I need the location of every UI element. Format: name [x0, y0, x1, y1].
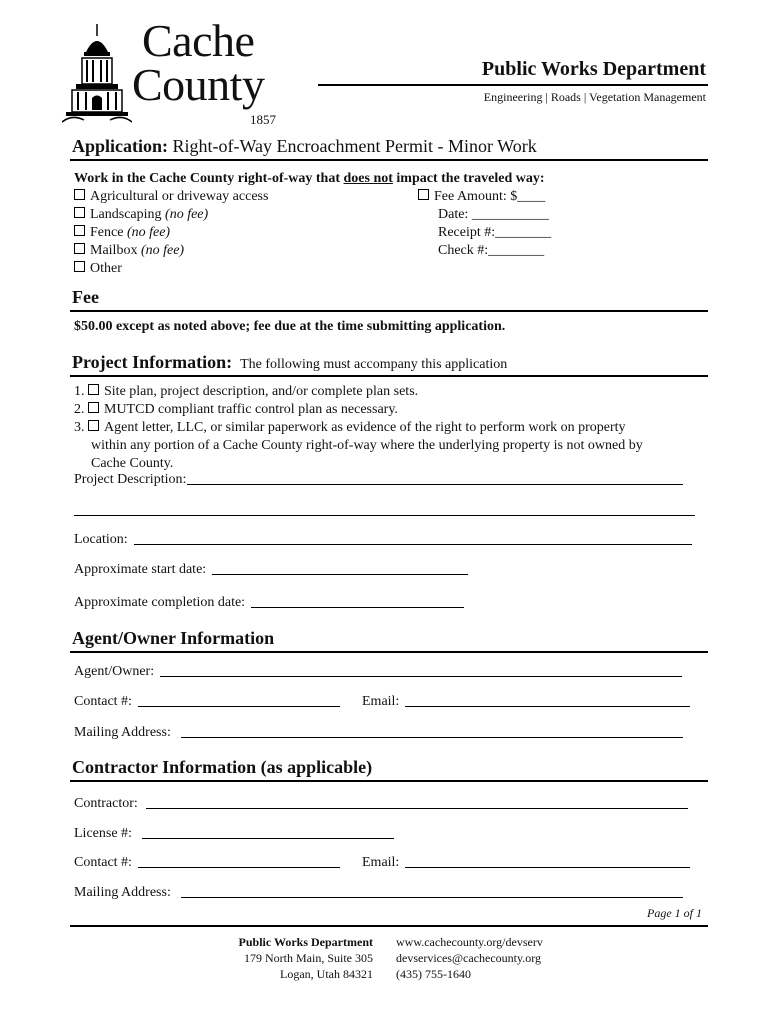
checkbox[interactable]: [88, 420, 99, 431]
project-description-field: [74, 472, 683, 488]
checkbox[interactable]: [74, 243, 85, 254]
license-label: License #:: [74, 826, 132, 841]
agent-contact-field: [74, 694, 340, 710]
logo-county-text: County: [132, 59, 265, 110]
footer-city: Logan, Utah 84321: [280, 967, 373, 981]
requirement-item[interactable]: 1. Site plan, project description, and/or complete plan sets.: [74, 384, 419, 399]
footer-divider: [70, 925, 708, 927]
agent-address-input[interactable]: [181, 736, 683, 738]
office-use: [418, 188, 551, 260]
footer-web[interactable]: www.cachecounty.org/devserv: [396, 935, 543, 949]
contractor-contact-input[interactable]: [138, 866, 340, 868]
contractor-contact-label: Contact #:: [74, 855, 132, 870]
contractor-email-input[interactable]: [405, 866, 690, 868]
office-receipt: Receipt #:________: [438, 225, 552, 240]
application-name: Right-of-Way Encroachment Permit - Minor Work: [172, 136, 537, 156]
checkbox[interactable]: [74, 207, 85, 218]
footer-contact: [396, 934, 543, 982]
option-landscaping[interactable]: Landscaping (no fee): [74, 206, 268, 224]
footer-address: [239, 934, 373, 982]
footer-street: 179 North Main, Suite 305: [244, 951, 373, 965]
page-number: Page 1 of 1: [647, 906, 702, 920]
checkbox[interactable]: [74, 261, 85, 272]
license-field: [74, 826, 394, 842]
header-rule: [318, 84, 708, 86]
project-header: [72, 352, 507, 373]
fee-amount[interactable]: Fee Amount: $____: [418, 188, 551, 206]
agent-address-label: Mailing Address:: [74, 725, 171, 740]
option-other[interactable]: Other: [74, 260, 268, 278]
checkbox[interactable]: [74, 225, 85, 236]
courthouse-icon: [62, 22, 132, 132]
completion-date-input[interactable]: [251, 606, 464, 608]
contractor-title: Contractor Information (as applicable): [72, 757, 373, 777]
subdepartments: Engineering | Roads | Vegetation Management: [483, 90, 706, 104]
checkbox[interactable]: [88, 402, 99, 413]
agent-title: Agent/Owner Information: [72, 628, 275, 648]
work-heading-emphasis: does not: [343, 171, 393, 186]
license-input[interactable]: [142, 837, 394, 839]
contractor-address-label: Mailing Address:: [74, 885, 171, 900]
footer-phone: (435) 755-1640: [396, 967, 471, 981]
agent-owner-input[interactable]: [160, 675, 682, 677]
location-label: Location:: [74, 532, 128, 547]
work-heading: Work in the Cache County right-of-way that does not impact the traveled way:: [74, 171, 545, 186]
option-mailbox[interactable]: Mailbox (no fee): [74, 242, 268, 260]
contractor-input[interactable]: [146, 807, 688, 809]
contractor-address-input[interactable]: [181, 896, 683, 898]
fee-text: $50.00 except as noted above; fee due at the time submitting application.: [74, 319, 506, 334]
agent-email-input[interactable]: [405, 705, 690, 707]
contractor-contact-field: [74, 855, 340, 871]
project-description-label: Project Description:: [74, 472, 187, 487]
contractor-field: [74, 796, 688, 812]
work-options: [74, 188, 268, 278]
agent-owner-label: Agent/Owner:: [74, 664, 155, 679]
project-subtitle: The following must accompany this application: [240, 357, 508, 372]
location-input[interactable]: [134, 543, 692, 545]
agent-email-field: [362, 694, 690, 710]
start-date-label: Approximate start date:: [74, 562, 207, 577]
application-label: Application:: [72, 136, 169, 156]
logo-year: 1857: [250, 112, 276, 127]
department-name: Public Works Department: [481, 58, 706, 80]
agent-contact-label: Contact #:: [74, 694, 132, 709]
project-description-input[interactable]: [187, 483, 683, 485]
divider: [70, 780, 708, 782]
option-fence[interactable]: Fence (no fee): [74, 224, 268, 242]
option-agricultural[interactable]: Agricultural or driveway access: [74, 188, 268, 206]
contractor-address-field: [74, 885, 683, 901]
logo-cache-text: Cache: [142, 15, 255, 66]
requirement-continued: Cache County.: [91, 456, 174, 471]
project-requirements: [74, 383, 704, 473]
office-check: Check #:________: [438, 243, 545, 258]
completion-date-field: [74, 595, 464, 611]
requirement-item[interactable]: 2. MUTCD compliant traffic control plan as necessary.: [74, 402, 398, 417]
agent-owner-field: [74, 664, 682, 680]
start-date-input[interactable]: [212, 573, 468, 575]
completion-date-label: Approximate completion date:: [74, 595, 246, 610]
location-field: [74, 532, 692, 548]
project-title: Project Information:: [72, 352, 233, 372]
agent-contact-input[interactable]: [138, 705, 340, 707]
footer-email[interactable]: devservices@cachecounty.org: [396, 951, 541, 965]
checkbox[interactable]: [88, 384, 99, 395]
checkbox[interactable]: [418, 189, 429, 200]
divider: [70, 159, 708, 161]
checkbox[interactable]: [74, 189, 85, 200]
contractor-email-label: Email:: [362, 855, 400, 870]
office-date: Date: ___________: [438, 207, 549, 222]
divider: [70, 375, 708, 377]
requirement-continued: within any portion of a Cache County right-of-way where the underlying property is not owned by: [91, 438, 643, 453]
agent-email-label: Email:: [362, 694, 400, 709]
divider: [70, 651, 708, 653]
footer-dept: Public Works Department: [238, 935, 373, 949]
contractor-email-field: [362, 855, 690, 871]
application-title: [72, 136, 537, 157]
start-date-field: [74, 562, 468, 578]
fee-title: Fee: [72, 287, 99, 307]
contractor-label: Contractor:: [74, 796, 138, 811]
agent-address-field: [74, 725, 683, 741]
requirement-item[interactable]: 3. Agent letter, LLC, or similar paperwork as evidence of the right to perform work on property: [74, 420, 626, 435]
project-description-input-line2[interactable]: [74, 515, 695, 516]
cache-county-logo: [62, 15, 324, 132]
divider: [70, 310, 708, 312]
